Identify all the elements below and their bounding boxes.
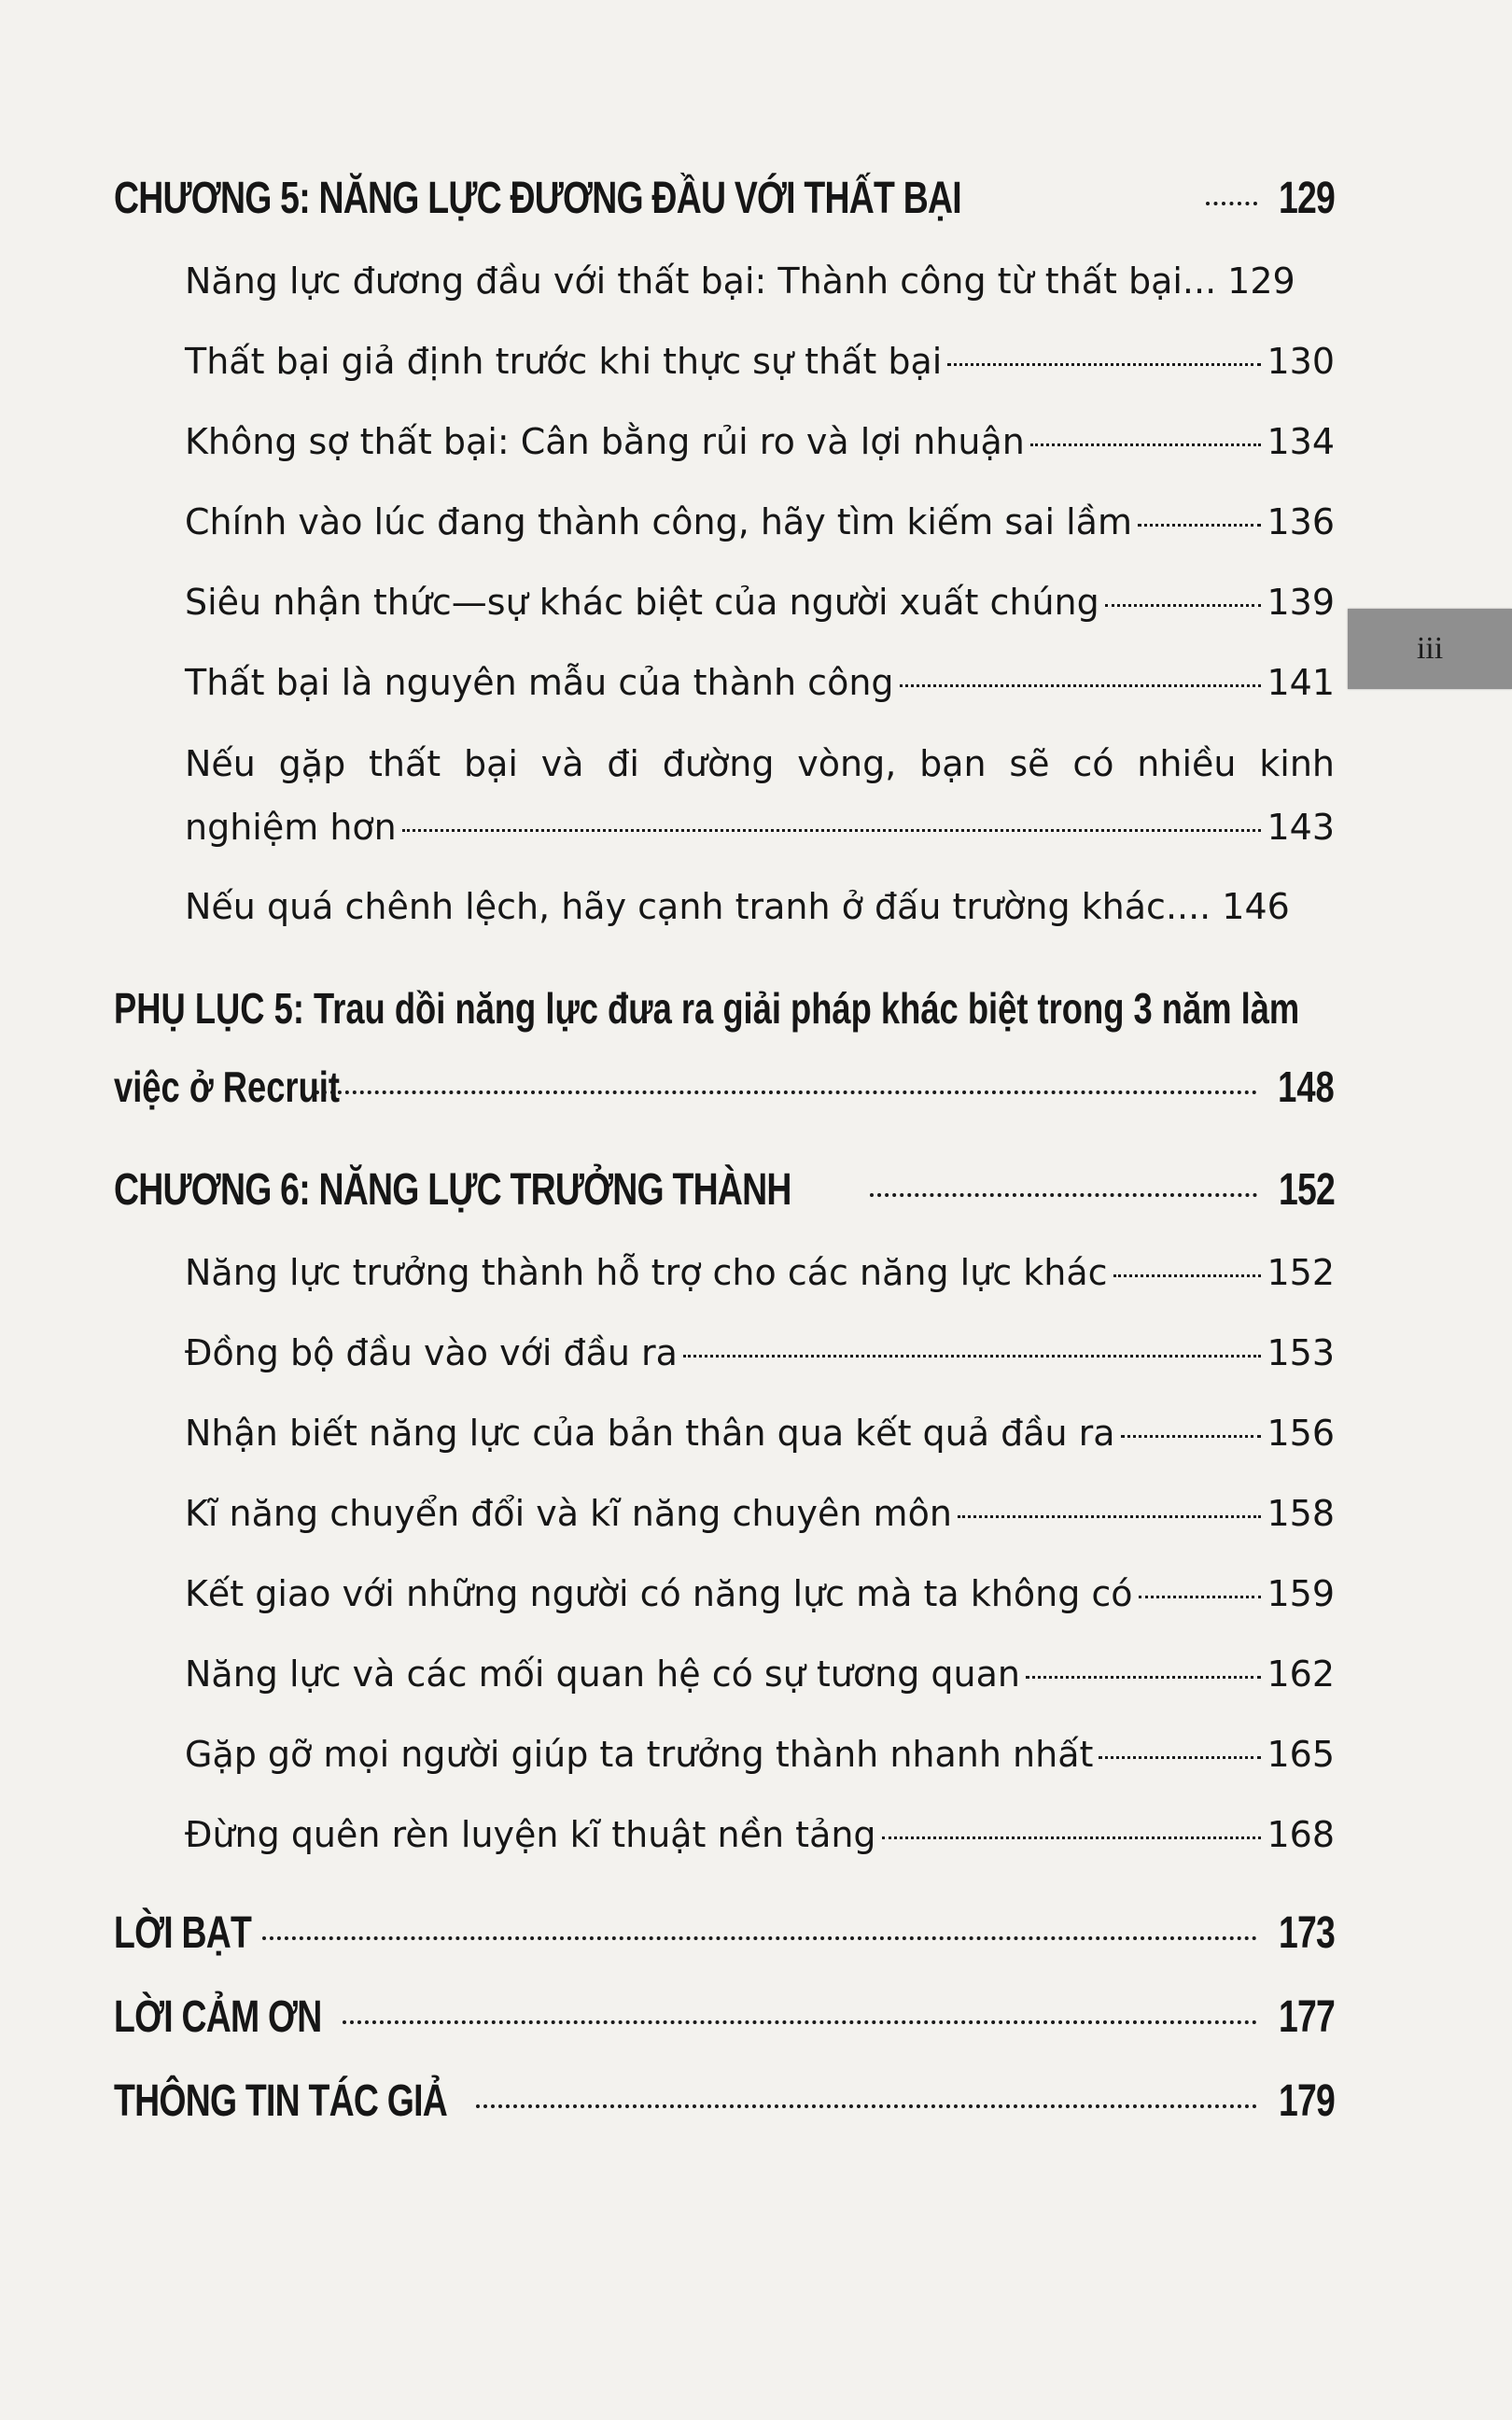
section-title: LỜI CẢM ƠN (114, 1992, 322, 2042)
toc-chapter-6[interactable] (114, 1148, 1335, 1232)
page-number: 143 (1267, 807, 1335, 848)
toc-item[interactable] (114, 241, 1335, 321)
page-number: 130 (1267, 341, 1335, 382)
dot-leader (882, 1836, 1262, 1839)
toc-item[interactable] (114, 1554, 1335, 1634)
item-title: Siêu nhận thức—sự khác biệt của người xuất chúng (185, 582, 1099, 623)
item-title: Năng lực và các mối quan hệ có sự tương quan (185, 1653, 1020, 1695)
page-number: 156 (1267, 1413, 1335, 1454)
dot-leader (958, 1515, 1262, 1518)
toc-item-wrapped[interactable] (114, 723, 1335, 866)
table-of-contents (114, 157, 1335, 2144)
page-number: 153 (1267, 1332, 1335, 1373)
item-title-line-2-row (185, 795, 1335, 859)
dot-leader (870, 1193, 1257, 1197)
toc-item[interactable] (114, 1794, 1335, 1875)
item-title-line-1: Nếu gặp thất bại và đi đường vòng, bạn sẽ có nhiều kinh (185, 743, 1335, 784)
item-title: Năng lực đương đầu với thất bại: Thành công từ thất bại... (185, 260, 1217, 302)
dot-leader (476, 2104, 1257, 2108)
item-title: Không sợ thất bại: Cân bằng rủi ro và lợi nhuận (185, 421, 1025, 462)
dot-leader (262, 1936, 1257, 1940)
toc-item[interactable] (114, 1473, 1335, 1554)
dot-leader (1105, 604, 1262, 607)
page-number: 134 (1267, 421, 1335, 462)
dot-leader (1099, 1756, 1261, 1759)
dot-leader (1138, 524, 1262, 527)
appendix-title-line-2-row (114, 1048, 1335, 1126)
toc-item[interactable] (114, 401, 1335, 482)
dot-leader (1206, 202, 1257, 205)
dot-leader (683, 1355, 1262, 1358)
dot-leader (1139, 1596, 1262, 1598)
item-title: Đừng quên rèn luyện kĩ thuật nền tảng (185, 1814, 876, 1855)
dot-leader (900, 684, 1262, 687)
toc-item[interactable] (114, 1393, 1335, 1473)
page-number: 152 (1278, 1165, 1335, 1215)
toc-chapter-5[interactable] (114, 157, 1335, 241)
toc-item[interactable] (114, 1232, 1335, 1313)
dot-leader (402, 829, 1262, 832)
item-title: Gặp gỡ mọi người giúp ta trưởng thành nhanh nhất (185, 1734, 1094, 1775)
item-title: Thất bại là nguyên mẫu của thành công (185, 662, 894, 703)
item-title: Kết giao với những người có năng lực mà ta không có (185, 1573, 1133, 1614)
toc-item[interactable] (114, 1634, 1335, 1714)
dot-leader (1026, 1676, 1261, 1679)
chapter-title: CHƯƠNG 6: NĂNG LỰC TRƯỞNG THÀNH (114, 1165, 791, 1215)
item-title: Thất bại giả định trước khi thực sự thất bại (185, 341, 943, 382)
page-marker-tab (1348, 609, 1512, 689)
appendix-title-line-1: PHỤ LỤC 5: Trau dồi năng lực đưa ra giải pháp khác biệt trong 3 năm làm (114, 984, 1300, 1033)
page-number: 179 (1278, 2076, 1335, 2126)
item-title: Năng lực trưởng thành hỗ trợ cho các năng lực khác (185, 1252, 1108, 1293)
page-number: 129 (1227, 260, 1295, 302)
toc-afterword[interactable] (114, 1892, 1335, 1976)
page-number: 168 (1267, 1814, 1335, 1855)
chapter-title: CHƯƠNG 5: NĂNG LỰC ĐƯƠNG ĐẦU VỚI THẤT BẠI (114, 174, 961, 223)
page-number: 139 (1267, 582, 1335, 623)
toc-item[interactable] (114, 642, 1335, 723)
dot-leader (343, 2020, 1257, 2024)
toc-item[interactable] (114, 562, 1335, 642)
page-number: 158 (1267, 1493, 1335, 1534)
appendix-title-line-2: việc ở Recruit (114, 1062, 340, 1111)
page-number: 162 (1267, 1653, 1335, 1695)
dot-leader (1030, 443, 1262, 446)
page-number: 165 (1267, 1734, 1335, 1775)
toc-item[interactable] (114, 321, 1335, 401)
page-number: 177 (1278, 1992, 1335, 2042)
item-title: Chính vào lúc đang thành công, hãy tìm kiếm sai lầm (185, 501, 1132, 542)
page-number: 148 (1278, 1062, 1335, 1111)
toc-author-info[interactable] (114, 2060, 1335, 2144)
page-number: 141 (1267, 662, 1335, 703)
page-number: 136 (1267, 501, 1335, 542)
toc-item[interactable] (114, 482, 1335, 562)
dot-leader (1113, 1274, 1262, 1277)
section-title: LỜI BẠT (114, 1908, 252, 1958)
item-title: Nhận biết năng lực của bản thân qua kết quả đầu ra (185, 1413, 1115, 1454)
dot-leader (947, 363, 1261, 366)
page-marker: iii (1416, 631, 1444, 666)
dot-leader (315, 1090, 1257, 1094)
page-number: 173 (1278, 1908, 1335, 1958)
toc-appendix-5[interactable] (114, 964, 1335, 1132)
page-number: 146 (1222, 886, 1290, 927)
item-title: Đồng bộ đầu vào với đầu ra (185, 1332, 678, 1373)
item-title-line-2: nghiệm hơn (185, 807, 397, 848)
dot-leader (1121, 1435, 1262, 1438)
toc-item[interactable] (114, 866, 1335, 947)
toc-item[interactable] (114, 1313, 1335, 1393)
page-number: 152 (1267, 1252, 1335, 1293)
page-number: 159 (1267, 1573, 1335, 1614)
toc-item[interactable] (114, 1714, 1335, 1794)
section-title: THÔNG TIN TÁC GIẢ (114, 2076, 447, 2126)
toc-acknowledgements[interactable] (114, 1976, 1335, 2060)
item-title: Nếu quá chênh lệch, hãy cạnh tranh ở đấu trường khác.... (185, 886, 1211, 927)
item-title: Kĩ năng chuyển đổi và kĩ năng chuyên môn (185, 1493, 952, 1534)
page-number: 129 (1278, 174, 1335, 223)
